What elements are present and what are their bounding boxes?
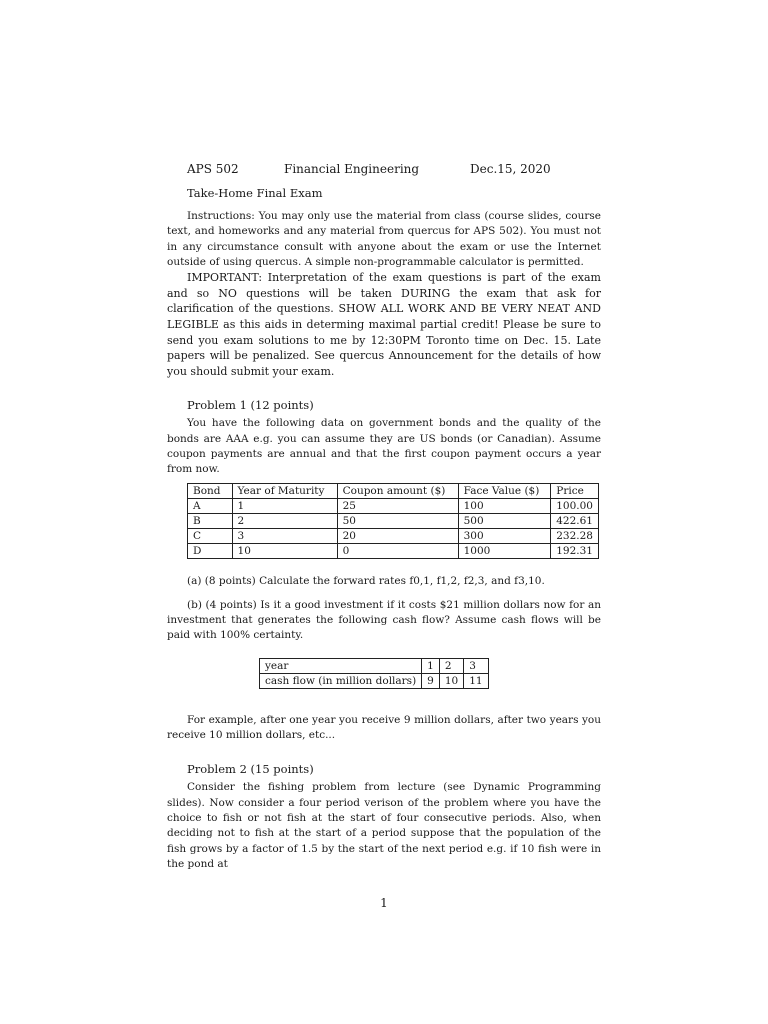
- exam-date: Dec.15, 2020: [470, 162, 551, 176]
- table-cell: 20: [337, 528, 458, 543]
- table-cell: 10: [439, 673, 463, 688]
- header-cell: Coupon amount ($): [337, 483, 458, 498]
- course-code: APS 502: [187, 162, 239, 176]
- table-cell: 100.00: [551, 498, 599, 513]
- important-paragraph: IMPORTANT: Interpretation of the exam questions is part of the exam and so NO questions will be taken DURING the exam that ask for clarification of the questions. SHOW ALL WORK AND BE VERY NEAT AND LEGIBLE as this aids in determing maximal partial credit! Please be sure to send you exam solutions to me by 12:30PM Toronto time on Dec. 15. Late papers will be penalized. See quercus Announcement for the details of how you should submit your exam.: [167, 271, 601, 378]
- table-cell: A: [188, 498, 233, 513]
- table-cell: 422.61: [551, 513, 599, 528]
- table-cell: 232.28: [551, 528, 599, 543]
- header-cell: Face Value ($): [458, 483, 551, 498]
- table-header-row: [188, 483, 599, 498]
- table-cell: 500: [458, 513, 551, 528]
- table-row: [260, 673, 489, 688]
- problem1-part-a: (a) (8 points) Calculate the forward rates f0,1, f1,2, f2,3, and f3,10.: [187, 574, 545, 587]
- table-cell: 1000: [458, 543, 551, 558]
- cashflow-table: [259, 658, 489, 689]
- table-cell: 50: [337, 513, 458, 528]
- problem1-intro: You have the following data on government bonds and the quality of the bonds are AAA e.g. you can assume they are US bonds (or Canadian). Assume coupon payments are annual and that the first coupon payment occurs a year from now.: [167, 417, 601, 476]
- table-cell: 3: [464, 658, 488, 673]
- table-row: [188, 543, 599, 558]
- table-cell: C: [188, 528, 233, 543]
- table-row: [188, 513, 599, 528]
- header-line: [167, 157, 601, 183]
- table-cell: year: [260, 658, 422, 673]
- table-cell: 2: [232, 513, 337, 528]
- table-cell: 25: [337, 498, 458, 513]
- exam-title: Take-Home Final Exam: [187, 186, 323, 200]
- problem2-title: Problem 2 (15 points): [187, 762, 314, 777]
- table-cell: B: [188, 513, 233, 528]
- header-cell: Price: [551, 483, 599, 498]
- table-cell: cash flow (in million dollars): [260, 673, 422, 688]
- table-cell: 1: [422, 658, 440, 673]
- course-subject: Financial Engineering: [284, 162, 420, 176]
- table-cell: 3: [232, 528, 337, 543]
- problem2-text: Consider the fishing problem from lecture (see Dynamic Programming slides). Now consider a four period verison of the problem where you have the choice to fish or not fish at the start of four consecutive periods. Also, when deciding not to fish at the start of a period suppose that the population of the fish grows by a factor of 1.5 by the start of the next period e.g. if 10 fish were in the pond at: [167, 781, 601, 870]
- problem1-example: For example, after one year you receive 9 million dollars, after two years you receive 10 million dollars, etc...: [167, 713, 601, 742]
- bond-table: [187, 483, 599, 559]
- problem1-part-b: (b) (4 points) Is it a good investment if it costs $21 million dollars now for an investment that generates the following cash flow? Assume cash flows will be paid with 100% certainty.: [167, 598, 601, 642]
- table-row: [260, 658, 489, 673]
- instructions-paragraph: Instructions: You may only use the material from class (course slides, course text, and homeworks and any material from quercus for APS 502). You must not in any circumstance consult with anyone about the exam or use the Internet outside of using quercus. A simple non-programmable calculator is permitted.: [167, 210, 601, 268]
- header-cell: Bond: [188, 483, 233, 498]
- header-cell: Year of Maturity: [232, 483, 337, 498]
- table-cell: 0: [337, 543, 458, 558]
- table-cell: 192.31: [551, 543, 599, 558]
- problem1-title: Problem 1 (12 points): [187, 398, 314, 413]
- page-number: 1: [380, 896, 388, 910]
- table-cell: D: [188, 543, 233, 558]
- table-cell: 2: [439, 658, 463, 673]
- table-cell: 11: [464, 673, 488, 688]
- table-cell: 9: [422, 673, 440, 688]
- table-row: [188, 498, 599, 513]
- exam-page: [167, 157, 601, 872]
- table-cell: 100: [458, 498, 551, 513]
- table-row: [188, 528, 599, 543]
- table-cell: 1: [232, 498, 337, 513]
- table-cell: 300: [458, 528, 551, 543]
- table-cell: 10: [232, 543, 337, 558]
